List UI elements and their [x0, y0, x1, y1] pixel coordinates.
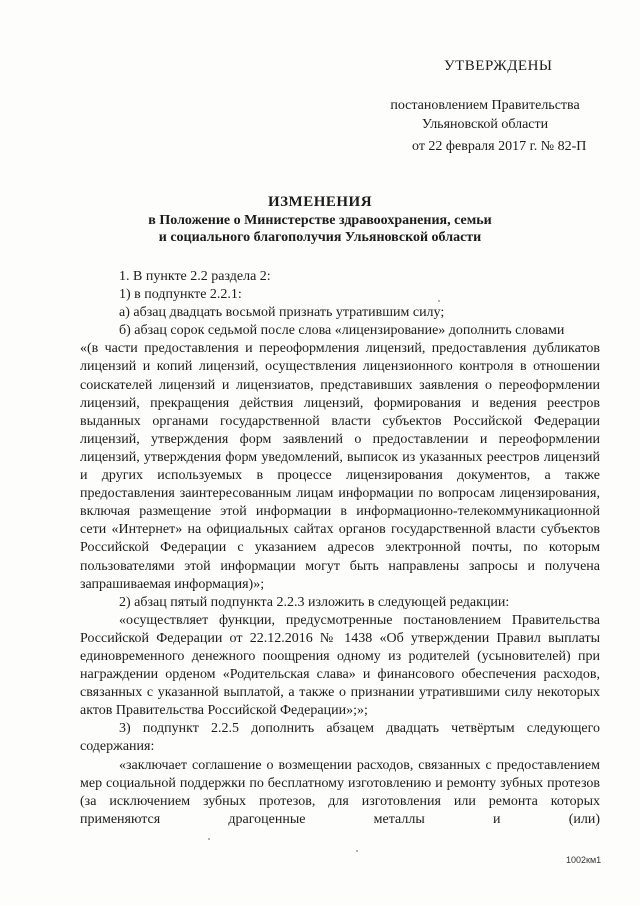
resolution-reference: [370, 96, 600, 134]
paragraph: «(в части предоставления и переоформления лицензий, предоставления дубликатов лицензий и копий лицензий, осуществления лицензионного контроля в отношении соискателей лицензий и лицензиатов, представивших заявления о переоформлении лицензий, прекращения действия лицензий, формирования и ведения реестров выданных органами государственной власти субъектов Российской Федерации лицензий, утверждения форм заявлений о предоставлении и переоформлении лицензий, утверждения форм уведомлений, выписок из указанных реестров лицензий и других используемых в процессе лицензирования документов, а также предоставления заинтересованным лицам информации по вопросам лицензирования, включая размещение этой информации в информационно-телекоммуникационной сети «Интернет» на официальных сайтах органов государственной власти субъектов Российской Федерации с указанием адресов электронной почты, по которым пользователями этой информации могут быть направлены запросы и получена запрашиваемая информация)»;: [80, 341, 600, 592]
paragraph: «осуществляет функции, предусмотренные постановлением Правительства Российской Федерации от 22.12.2016 № 1438 «Об утверждении Правил выплаты единовременного денежного поощрения одному из родителей (усыновителей) при награждении орденом «Родительская слава» и финансового обеспечения расходов, связанных с указанной выплатой, а также о признании утратившими силу некоторых актов Правительства Российской Федерации»;»;: [80, 612, 600, 719]
title-main: ИЗМЕНЕНИЯ: [267, 194, 373, 210]
title-subtitle-line: и социального благополучия Ульяновской области: [158, 230, 482, 245]
paragraph: 1. В пункте 2.2 раздела 2:: [119, 269, 271, 284]
paragraph: б) абзац сорок седьмой после слова «лицензирование» дополнить словами: [119, 323, 565, 339]
scan-speck: [438, 300, 440, 302]
paragraph: «заключает соглашение о возмещении расходов, связанных с предоставлением мер социальной поддержки по бесплатному изготовлению и ремонту зубных протезов (за исключением зубных протезов, для изготовления или ремонта которых применяются драгоценные металлы и (или): [80, 757, 600, 827]
resolution-date: от 22 февраля 2017 г. № 82-П: [412, 139, 587, 154]
paragraph: 1) в подпункте 2.2.1:: [119, 287, 242, 303]
paragraph: 3) подпункт 2.2.5 дополнить абзацем двадцать четвёртым следующего содержания:: [80, 721, 600, 755]
paragraph: а) абзац двадцать восьмой признать утратившим силу;: [119, 305, 445, 321]
approved-stamp: УТВЕРЖДЕНЫ: [444, 58, 553, 74]
scan-speck: [356, 850, 358, 852]
resolution-line: Ульяновской области: [421, 117, 549, 132]
resolution-line: постановлением Правительства: [390, 98, 580, 113]
scan-speck: [208, 838, 210, 840]
document-title: [90, 192, 550, 246]
document-code: 1002км1: [566, 855, 602, 865]
title-subtitle-line: в Положение о Министерстве здравоохранения, семьи: [148, 213, 492, 228]
document-body: [80, 268, 600, 829]
paragraph: 2) абзац пятый подпункта 2.2.3 изложить в следующей редакции:: [119, 594, 510, 610]
